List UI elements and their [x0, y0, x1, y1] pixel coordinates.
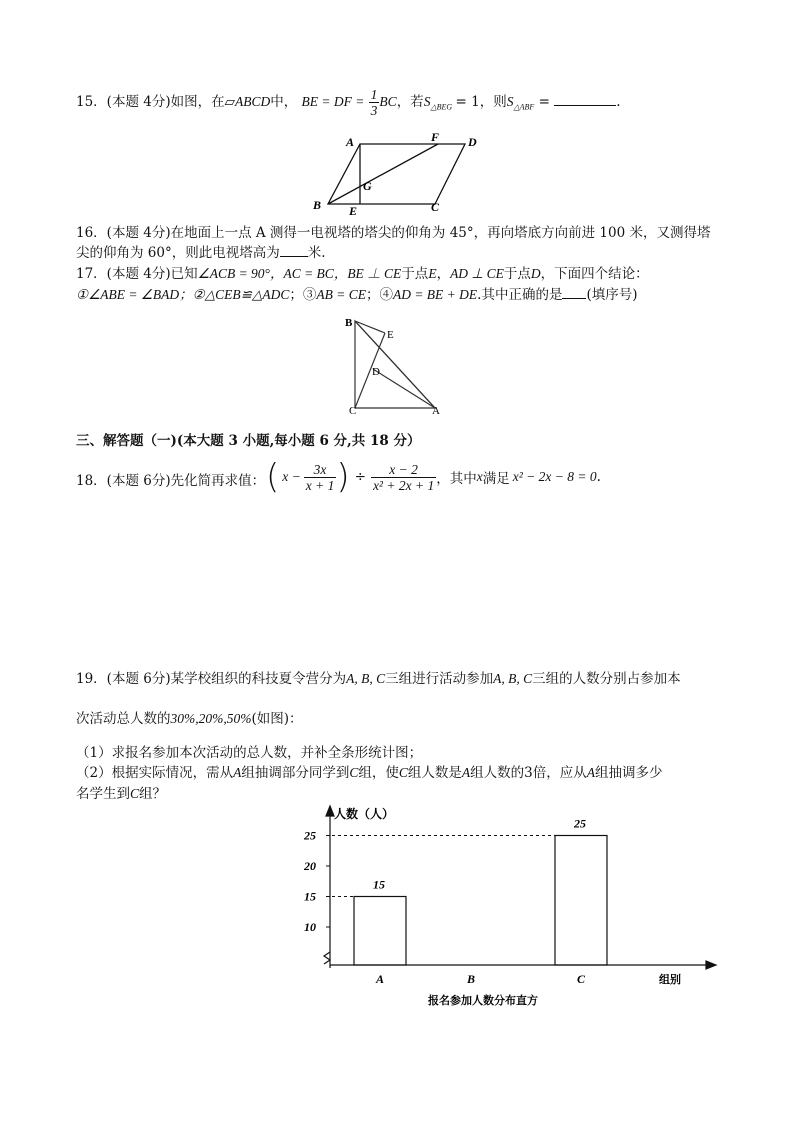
x-axis-label: 组别 — [659, 974, 681, 986]
label-d: D — [372, 366, 380, 378]
y-tick-label: 10 — [304, 920, 316, 934]
label-e: E — [349, 204, 358, 218]
section-3-heading: 三、解答题（一)(本大题 3 小题,每小题 6 分,共 18 分） — [76, 433, 421, 449]
x-axis-arrow — [706, 961, 716, 969]
x-tick-label: A — [376, 972, 385, 986]
q18-line: 18．(本题 6分)先化简再求值： — [76, 473, 266, 489]
x-tick-label: C — [577, 972, 586, 986]
q15-line: 15．(本题 4分)如图，在▱ABCD中， BE = DF = $\frac{1}{3}$ BC，若$S_{\triangle BEG} = 1$，则$S_{\triangle ABF}$ = . — [76, 87, 621, 118]
segment-ab-diag — [355, 321, 435, 408]
label-f: F — [431, 130, 440, 144]
q19-sub-1: （1）求报名参加本次活动的总人数，并补全条形统计图； — [76, 745, 423, 761]
bar-C — [555, 836, 607, 966]
y-tick-label: 15 — [304, 889, 316, 904]
y-tick-label: 20 — [304, 859, 316, 873]
q19-sub-3: 名学生到C组？ — [76, 786, 167, 802]
value-label-A: 15 — [373, 877, 385, 892]
y-axis-arrow — [326, 806, 334, 816]
q16-line-2: 尖的仰角为 60°，则此电视塔高为 米. — [76, 245, 326, 261]
y-tick-label: 25 — [304, 828, 316, 843]
label-b: B — [345, 317, 353, 329]
bar-A — [354, 897, 406, 966]
label-a: A — [432, 405, 440, 415]
segment-ce — [355, 333, 385, 408]
q17-answer-blank[interactable] — [562, 298, 586, 299]
label-b: B — [313, 198, 322, 212]
segment-be — [355, 321, 385, 333]
q15-parallelogram-figure — [300, 128, 500, 220]
q17-line-2: ①∠ABE = ∠BAD；②△CEB≌△ADC；③AB = CE；④AD = BE + DE.其中正确的是 (填序号) — [76, 287, 638, 303]
value-label-C: 25 — [574, 816, 586, 831]
axis-break — [324, 952, 330, 964]
q16-answer-blank[interactable] — [280, 256, 308, 257]
q15-fraction: $\frac{1}{3}$ — [370, 87, 378, 118]
q17-triangle-figure — [342, 313, 448, 415]
y-axis-label: 人数（人） — [334, 807, 395, 821]
label-g: G — [363, 179, 372, 193]
q19-line-1: 19．(本题 6分)某学校组织的科技夏令营分为A, B, C三组进行活动参加A, B, C三组的人数分别占参加本 — [76, 671, 681, 687]
q17-line-1: 17．(本题 4分)已知∠ACB = 90°，AC = BC，BE ⊥ CE于点E，AD ⊥ CE于点D，下面四个结论： — [76, 266, 649, 282]
label-e: E — [387, 329, 394, 341]
q16-line-1: 16．(本题 4分)在地面上一点 A 测得一电视塔的塔尖的仰角为 45°，再向塔底方向前进 100 米，又测得塔 — [76, 225, 711, 241]
x-tick-label: B — [467, 972, 476, 986]
q19-sub-2: （2）根据实际情况，需从A组抽调部分同学到C组，使C组人数是A组人数的3倍，应从A组抽调多少 — [76, 765, 663, 781]
label-d: D — [468, 135, 477, 149]
label-a: A — [346, 135, 355, 149]
q15-answer-blank[interactable] — [554, 105, 616, 106]
q19-bar-chart — [296, 800, 726, 1010]
label-c: C — [349, 405, 357, 415]
parallelogram-abcd — [328, 144, 465, 204]
chart-title: 报名参加人数分布直方 — [428, 995, 538, 1007]
label-c: C — [431, 200, 440, 214]
q19-line-2: 次活动总人数的30%,20%,50%(如图)： — [76, 711, 303, 727]
q18-expression: ( x − $\frac{3x}{x + 1}$ ) ÷ $\frac{x - 2}{\text{x² + 2x + 1}}$ ，其中 x 满足 x² − 2x − 8 = 0 . — [266, 457, 601, 497]
